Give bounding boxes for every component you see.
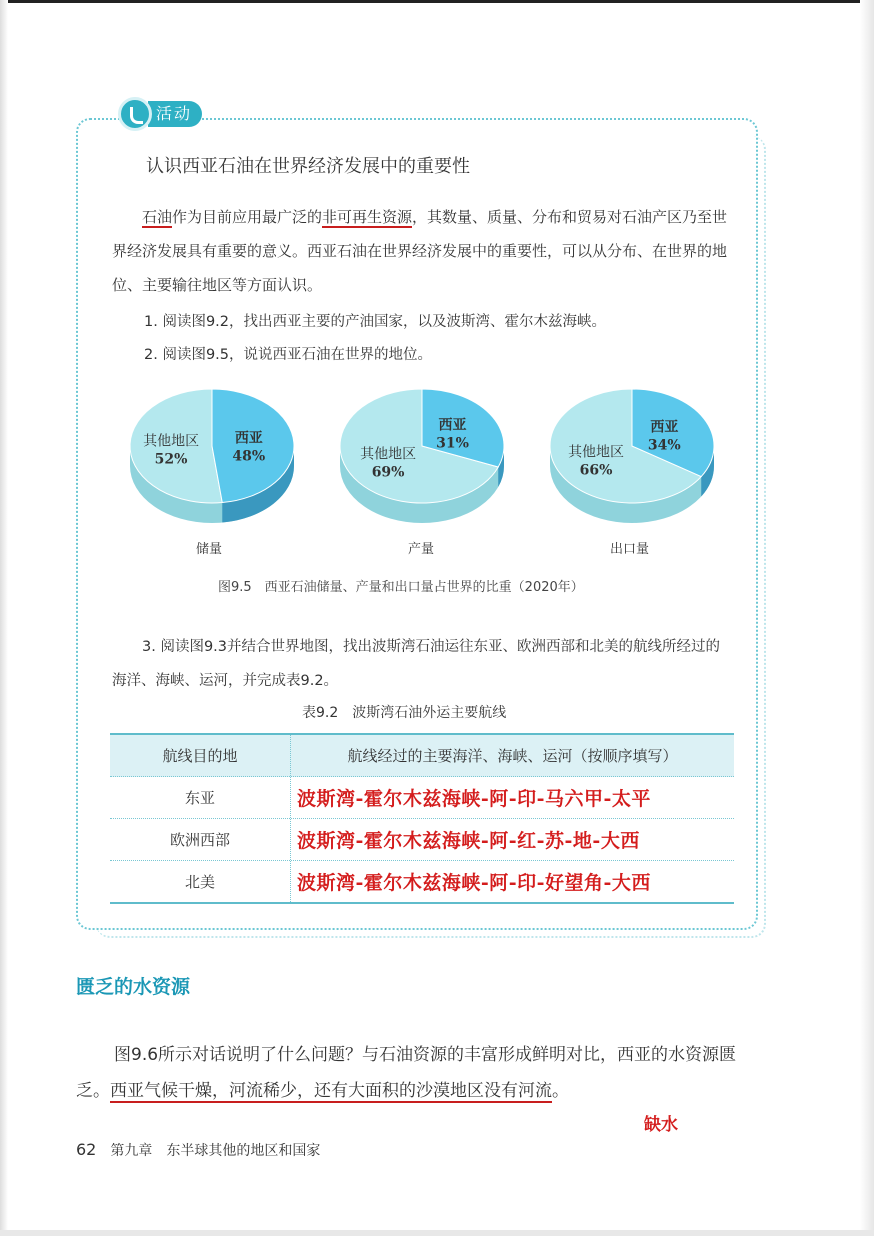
figure-caption: 图9.5 西亚石油储量、产量和出口量占世界的比重（2020年） <box>218 580 584 595</box>
pie-value-region: 48% <box>232 448 266 465</box>
pie-svg-production <box>332 384 512 534</box>
pie-value-other: 66% <box>579 462 613 479</box>
pie-chart-reserves <box>122 384 302 538</box>
underlined-nonrenewable: 非可再生资源 <box>322 208 413 226</box>
page-top-edge <box>0 0 874 3</box>
table-header-row <box>110 733 734 777</box>
activity-badge-label: 活动 <box>148 101 202 127</box>
handwritten-route: 波斯湾-霍尔木兹海峡-阿-印-马六甲-太平 <box>297 788 651 810</box>
handwritten-route: 波斯湾-霍尔木兹海峡-阿-印-好望角-大西 <box>297 872 651 894</box>
table-row <box>110 861 734 904</box>
section-paragraph <box>76 1037 766 1109</box>
pie-svg-reserves <box>122 384 302 534</box>
pie-value-region: 31% <box>436 435 469 452</box>
pie-value-other: 52% <box>154 451 188 468</box>
section-title: 匮乏的水资源 <box>76 976 191 998</box>
table-row <box>110 777 734 819</box>
row-route <box>291 819 734 860</box>
underlined-climate-text: 西亚气候干燥，河流稀少，还有大面积的沙漠地区没有河流 <box>110 1081 552 1101</box>
page-left-shadow <box>0 0 8 1236</box>
section-text-1: 图9.6所示对话说明了什么问题？与石油资源的丰富形成鲜明对比，西亚的水资源匮乏。 <box>76 1045 737 1101</box>
activity-intro <box>112 200 732 302</box>
pie-label-region: 西亚 <box>438 417 467 434</box>
pie-value-region: 34% <box>647 437 681 454</box>
header-route: 航线经过的主要海洋、海峡、运河（按顺序填写） <box>347 747 678 765</box>
activity-icon <box>118 97 152 131</box>
row-destination: 欧洲西部 <box>110 819 291 860</box>
page-bottom-edge <box>0 1230 874 1236</box>
header-destination: 航线目的地 <box>110 735 291 776</box>
pie-label-other: 其他地区 <box>360 446 417 463</box>
row-route <box>291 777 734 818</box>
pie-value-other: 69% <box>371 464 405 481</box>
route-table <box>110 733 734 904</box>
chapter-title: 第九章 东半球其他的地区和国家 <box>110 1143 321 1159</box>
table-caption: 表9.2 波斯湾石油外运主要航线 <box>302 705 507 721</box>
page-footer <box>76 1140 320 1160</box>
pie-title-export: 出口量 <box>610 542 650 557</box>
pie-title-production: 产量 <box>408 542 435 557</box>
row-destination: 东亚 <box>110 777 291 818</box>
underlined-petroleum: 石油 <box>142 208 173 226</box>
question-3 <box>112 630 732 698</box>
intro-text-2: ，其数量、质量、分布和贸易对石油产区乃至世界经济发展具有重要的意义。西亚石油在世界经济发展中的重要性，可以从分布、在世界的地位、主要输往地区等方面认识。 <box>112 208 728 294</box>
pie-chart-production <box>332 384 512 538</box>
pie-label-other: 其他地区 <box>143 433 200 450</box>
pie-title-reserves: 储量 <box>196 542 223 557</box>
activity-title: 认识西亚石油在世界经济发展中的重要性 <box>146 156 470 177</box>
table-row <box>110 819 734 861</box>
handwritten-route: 波斯湾-霍尔木兹海峡-阿-红-苏-地-大西 <box>297 830 640 852</box>
pie-svg-export <box>542 384 722 534</box>
pie-chart-export <box>542 384 722 538</box>
pie-label-other: 其他地区 <box>568 444 625 461</box>
intro-text-1: 作为目前应用最广泛的 <box>172 208 323 226</box>
row-route <box>291 861 734 902</box>
pie-label-region: 西亚 <box>234 430 263 447</box>
page-number: 62 <box>76 1140 97 1159</box>
section-text-end: 。 <box>552 1081 569 1101</box>
pie-label-region: 西亚 <box>650 419 679 436</box>
page-right-edge <box>860 0 874 1236</box>
activity-badge <box>118 96 212 132</box>
question-3-text: 3. 阅读图9.3并结合世界地图，找出波斯湾石油运往东亚、欧洲西部和北美的航线所经过的海洋、海峡、运河，并完成表9.2。 <box>112 639 720 689</box>
handwritten-note: 缺水 <box>644 1115 678 1135</box>
row-destination: 北美 <box>110 861 291 902</box>
question-1: 1. 阅读图9.2，找出西亚主要的产油国家，以及波斯湾、霍尔木兹海峡。 <box>144 314 607 330</box>
question-2: 2. 阅读图9.5，说说西亚石油在世界的地位。 <box>144 347 433 363</box>
